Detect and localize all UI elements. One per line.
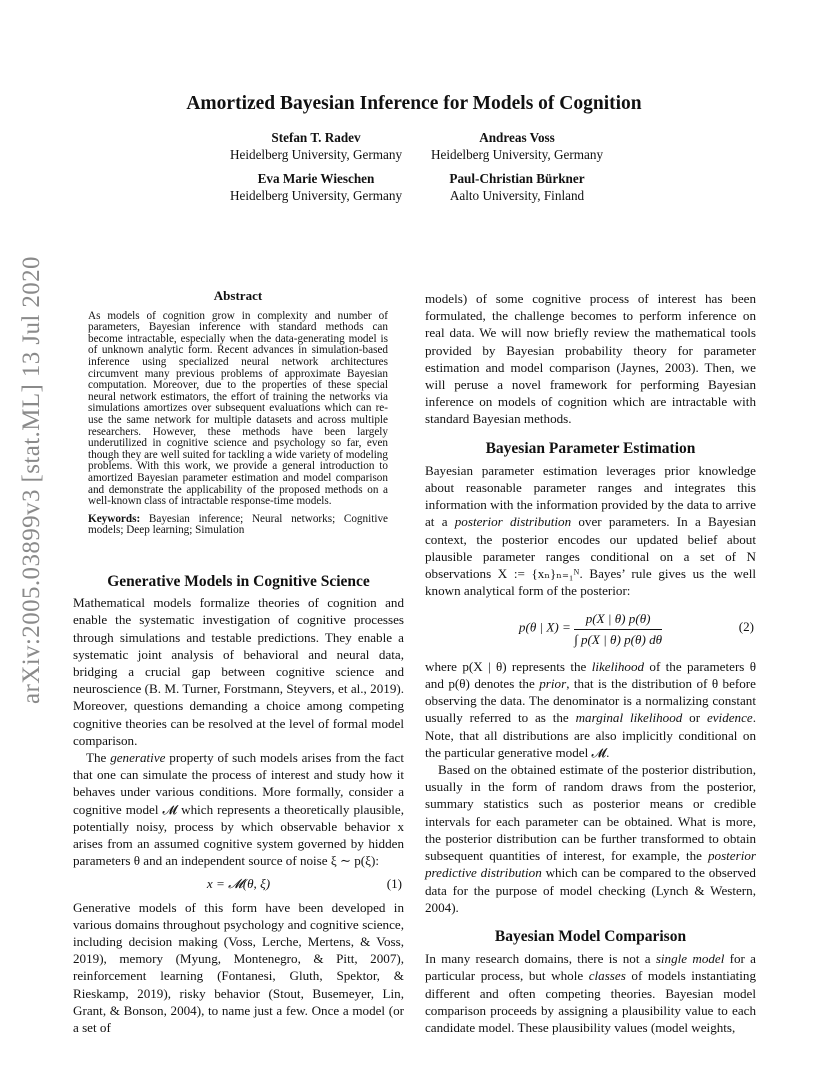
equation-1 xyxy=(73,875,404,892)
keywords-label: Keywords: xyxy=(88,512,141,525)
paragraph: In many research domains, there is not a single model for a particular process, but whole classes of models instantiating different and often competing theories. Bayesian model comparison proceeds by assigning a plausibility value to each candidate model. These plausibility values (model weights, xyxy=(425,951,756,1035)
paragraph: models) of some cognitive process of interest has been formulated, the challenge becomes to perform inference on real data. We will now briefly review the mathematical tools provided by Bayesian probability theory for parameter estimation and model comparison (Jaynes, 2003). Then, we will peruse a novel framework for performing Bayesian inference on models of cognition which are intractable with standard Bayesian methods. xyxy=(425,291,756,427)
author-name: Andreas Voss xyxy=(479,130,555,145)
paragraph: Based on the obtained estimate of the posterior distribution, usually in the form of random draws from the posterior, summary statistics such as posterior means or credible intervals for each parameter can be obtained. What is more, the posterior distribution can be further transformed to obtain subsequent quantities of interest, for example, the posterior predictive distribution which can be compared to the observed data for the purpose of model checking (Lynch & Western, 2004). xyxy=(425,762,756,915)
equation-1-body: x = 𝓜(θ, ξ) xyxy=(206,876,271,892)
left-column-section xyxy=(73,573,404,1036)
paragraph: The generative property of such models arises from the fact that one can simulate the process of interest and study how it behaves under various conditions. More formally, consider a cognitive model 𝓜 which represents a theoretically plausible, potentially noisy, process by which observable behavior x arises from an assumed cognitive system governed by hidden parameters θ and an independent source of noise ξ ∼ p(ξ): xyxy=(73,750,404,869)
equation-1-number: (1) xyxy=(386,876,402,892)
author-affiliation: Heidelberg University, Germany xyxy=(229,147,403,162)
author-name: Stefan T. Radev xyxy=(271,130,361,145)
keywords xyxy=(88,514,388,537)
abstract-text: As models of cognition grow in complexity and number of parameters, Bayesian inference with standard methods can become intractable, especially when the data-generating model is of unknown analytic form. Recent advances in simulation-based inference using specialized neural network architectures circumvent many previous problems of approximate Bayesian computation. Moreover, due to the properties of these special neural network estimators, the effort of training the networks via simulations amortizes over subsequent evaluations which can re-use the same network for multiple datasets and across multiple researchers. However, these methods have been largely underutilized in cognitive science and psychology so far, even though they are well suited for tackling a wide variety of modeling problems. With this work, we provide a general introduction to amortized Bayesian parameter estimation and model comparison and demonstrate the applicability of the proposed methods on a well-known class of intractable response-time models. xyxy=(88,309,388,508)
equation-2-fraction xyxy=(574,610,662,647)
equation-2-denominator: ∫ p(X | θ) p(θ) dθ xyxy=(574,631,663,647)
paper-title: Amortized Bayesian Inference for Models of Cognition xyxy=(186,93,642,114)
paragraph: Bayesian parameter estimation leverages prior knowledge about reasonable parameter ranges and integrates this information with the information provided by the data to arrive at a posterior distribution over parameters. In a Bayesian context, the posterior encodes our updated belief about plausible parameter ranges conditional on a set of N observations X := {xₙ}ₙ₌₁ᴺ. Bayes’ rule gives us the well known analytical form of the posterior: xyxy=(425,462,757,599)
equation-2 xyxy=(425,610,756,647)
author-name: Eva Marie Wieschen xyxy=(257,171,375,186)
author-affiliation: Heidelberg University, Germany xyxy=(229,188,403,203)
paragraph: Mathematical models formalize theories of cognition and enable the systematic investigation of cognitive processes through simulations and testable predictions. They enable a systematic joint analysis of behavioral and neural data, bridging a crucial gap between cognitive science and neuroscience (B. M. Turner, Forstmann, Steyvers, et al., 2019). Moreover, questions demanding a choice among competing cognitive theories can be resolved at the level of formal model comparison. xyxy=(73,595,404,748)
section-heading-generative-models: Generative Models in Cognitive Science xyxy=(107,573,370,590)
section-heading-parameter-estimation: Bayesian Parameter Estimation xyxy=(485,439,696,457)
author-block-wieschen xyxy=(201,170,431,204)
arxiv-identifier-text: arXiv:2005.03899v3 [stat.ML] 13 Jul 2020 xyxy=(18,256,45,704)
keywords-text: Bayesian inference; Neural networks; Cognitive models; Deep learning; Simulation xyxy=(88,512,389,537)
abstract-heading: Abstract xyxy=(213,288,263,303)
equation-2-numerator: p(X | θ) p(θ) xyxy=(574,610,662,629)
author-block-radev xyxy=(201,129,431,163)
author-block-burkner xyxy=(402,170,632,204)
author-affiliation: Aalto University, Finland xyxy=(449,188,585,203)
arxiv-identifier xyxy=(12,256,52,704)
paragraph: where p(X | θ) represents the likelihood of the parameters θ and p(θ) denotes the prior, that is the distribution of θ before observing the data. The denominator is a normalizing constant usually referred to as the marginal likelihood or evidence. Note, that all distributions are also implicitly conditional on the particular generative model 𝓜. xyxy=(425,658,757,760)
author-affiliation: Heidelberg University, Germany xyxy=(430,147,604,162)
paragraph: Generative models of this form have been developed in various domains throughout psychology and cognitive science, including decision making (Voss, Lerche, Mertens, & Voss, 2019), memory (Myung, Montenegro, & Pitt, 2007), reinforcement learning (Fontanesi, Gluth, Spektor, & Rieskamp, 2019), risky behavior (Stout, Busemeyer, Lin, Grant, & Bonson, 2004), to name just a few. Once a model (or a set of xyxy=(73,899,404,1036)
equation-2-lhs: p(θ | X) = xyxy=(518,620,571,636)
section-heading-model-comparison: Bayesian Model Comparison xyxy=(494,927,687,945)
abstract xyxy=(88,290,388,537)
author-block-voss xyxy=(402,129,632,163)
equation-2-number: (2) xyxy=(738,619,754,635)
author-name: Paul-Christian Bürkner xyxy=(449,171,585,186)
right-column xyxy=(425,290,756,1036)
